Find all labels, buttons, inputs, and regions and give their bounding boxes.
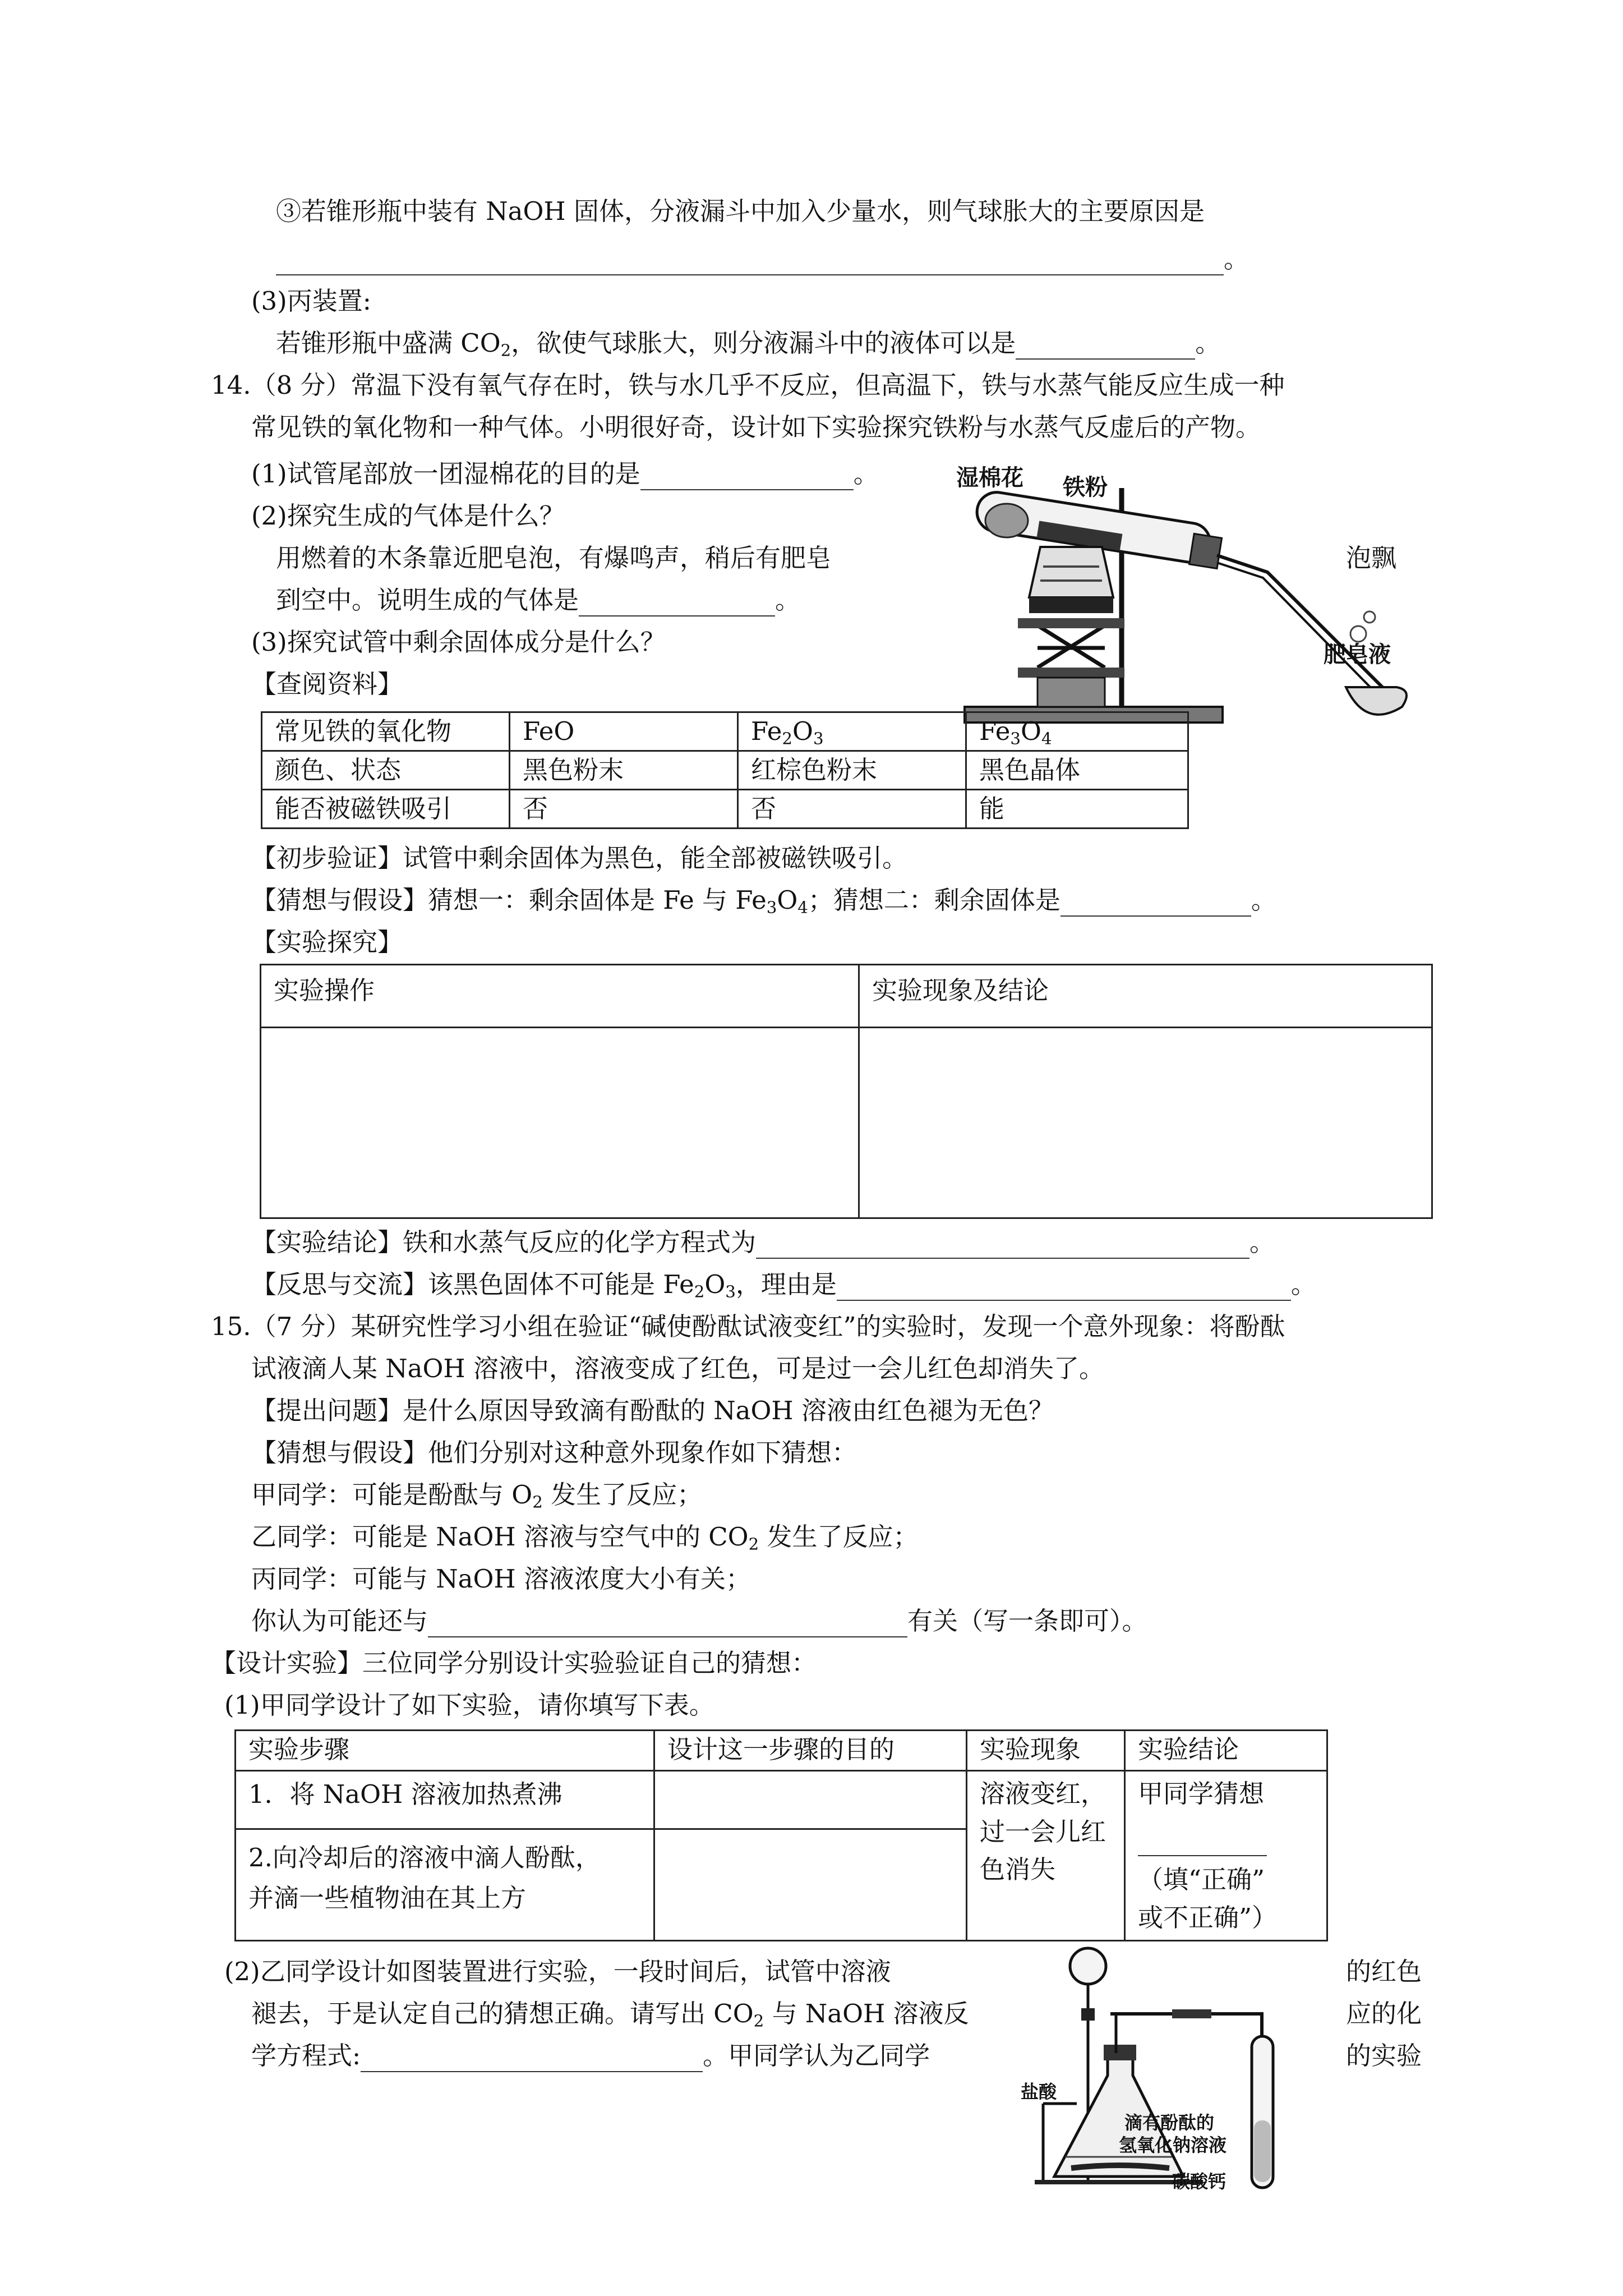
q15-hypothesis-a: 甲同学：可能是酚酞与 $O_2$ 发生了反应； [251,1480,703,1512]
step-cell: 2.向冷却后的溶液中滴人酚酞， 并滴一些植物油在其上方 [236,1829,654,1941]
table-header: 实验步骤 [236,1731,654,1771]
label-iron-powder: 铁粉 [1063,475,1108,500]
table-row [236,1771,1327,1829]
table-cell: 黑色粉末 [510,751,738,790]
q15-part2-line1-tail: 的红色 [1346,1957,1422,1986]
q14-reference-label: 【查阅资料】 [251,669,403,699]
q14-reflection: 【反思与交流】该黑色固体不可能是 $Fe_2O_3$，理由是 。 [251,1269,1316,1301]
table-cell: 红棕色粉末 [738,751,966,790]
answer-blank[interactable] [640,459,854,490]
table-row [262,712,1188,751]
answer-blank[interactable] [276,244,1224,275]
q14-part2-line2: 到空中。说明生成的气体是 。 [276,585,800,616]
table-header: 实验结论 [1125,1731,1327,1771]
q15-intro-1: 15.（7 分）某研究性学习小组在验证“碱使酚酞试液变红”的实验时，发现一个意外现象：将酚酞 [211,1312,1285,1341]
q14-explore-label: 【实验探究】 [251,927,403,957]
table-cell: 否 [510,790,738,829]
answer-blank[interactable] [361,2041,703,2072]
phenomenon-cell: 溶液变红， 过一会儿红 色消失 [967,1771,1125,1941]
q15-part2-line3: 学方程式: 。甲同学认为乙同学 [251,2041,930,2072]
q15-intro-2: 试液滴人某 NaOH 溶液中，溶液变成了红色，可是过一会儿红色却消失了。 [251,1354,1104,1383]
q15-design-label: 【设计实验】三位同学分别设计实验验证自己的猜想： [211,1648,817,1678]
iron-steam-apparatus-figure [953,466,1419,729]
table-header: 实验现象 [967,1731,1125,1771]
label-wet-cotton: 湿棉花 [956,466,1023,491]
q13-part3-label: (3)丙装置: [251,286,371,316]
answer-blank[interactable] [579,585,775,616]
iron-oxide-reference-table [261,711,1189,829]
table-cell: $Fe_3O_4$ [966,712,1188,751]
table-cell: 能否被磁铁吸引 [262,790,510,829]
answer-blank[interactable] [1016,328,1195,360]
table-row [261,1028,1432,1218]
table-row [236,1731,1327,1771]
q15-hypothesis-b: 乙同学：可能是 NaOH 溶液与空气中的 $CO_2$ 发生了反应； [251,1522,919,1554]
answer-cell-purpose[interactable] [654,1829,967,1941]
q15-part1: (1)甲同学设计了如下实验，请你填写下表。 [224,1690,714,1720]
label-phenolphthalein-line2: 氢氧化钠溶液 [1119,2134,1227,2156]
table-cell: 常见铁的氧化物 [262,712,510,751]
q14-conclusion: 【实验结论】铁和水蒸气反应的化学方程式为 。 [251,1227,1275,1259]
q14-hypothesis: 【猜想与假设】猜想一：剩余固体是 Fe 与 $Fe_3O_4$；猜想二：剩余固体是 。 [251,885,1276,917]
answer-cell-operation[interactable] [261,1028,859,1218]
table-cell: 黑色晶体 [966,751,1188,790]
table-cell: FeO [510,712,738,751]
table-row [262,751,1188,790]
answer-cell-result[interactable] [859,1028,1432,1218]
answer-cell-purpose[interactable] [654,1771,967,1829]
conclusion-cell: 甲同学猜想 （填“正确” 或不正确”） [1125,1771,1327,1941]
answer-blank[interactable] [756,1227,1249,1259]
q14-part1: (1)试管尾部放一团湿棉花的目的是 。 [251,459,879,490]
label-phenolphthalein-line1: 滴有酚酞的 [1124,2112,1215,2133]
label-calcium-carbonate: 碳酸钙 [1172,2171,1227,2192]
experiment-explore-table [260,964,1433,1219]
table-cell: 颜色、状态 [262,751,510,790]
q15-experiment-table [234,1729,1328,1941]
q15-hypothesis-c: 丙同学：可能与 NaOH 溶液浓度大小有关； [251,1564,751,1594]
table-row [262,790,1188,829]
co2-apparatus-figure [1021,1935,1335,2199]
q14-part3-question: (3)探究试管中剩余固体成分是什么？ [251,627,666,657]
answer-blank[interactable] [1138,1818,1267,1857]
q14-initial-verification: 【初步验证】试管中剩余固体为黑色，能全部被磁铁吸引。 [251,843,908,873]
step-cell: 1．将 NaOH 溶液加热煮沸 [236,1771,654,1829]
q14-part2-line1-tail: 泡飘 [1346,543,1397,573]
q15-part2-line2-tail: 应的化 [1346,1999,1422,2028]
table-header-result: 实验现象及结论 [859,965,1432,1028]
q14-intro-2: 常见铁的氧化物和一种气体。小明很好奇，设计如下实验探究铁粉与水蒸气反虚后的产物。 [251,412,1261,442]
table-header-operation: 实验操作 [261,965,859,1028]
q14-intro-1: 14.（8 分）常温下没有氧气存在时，铁与水几乎不反应，但高温下，铁与水蒸气能反应生成一种 [211,370,1285,400]
table-cell: 否 [738,790,966,829]
table-cell: 能 [966,790,1188,829]
table-row [261,965,1432,1028]
table-cell: $Fe_2O_3$ [738,712,966,751]
label-soap-solution: 肥皂液 [1324,642,1391,668]
answer-blank[interactable] [428,1606,907,1637]
q15-part2-line3-tail: 的实验 [1346,2041,1422,2070]
q13-item3-answer-line: 。 [276,244,1249,275]
q14-part2-question: (2)探究生成的气体是什么？ [251,501,565,531]
q14-part2-line1: 用燃着的木条靠近肥皂泡，有爆鸣声，稍后有肥皂 [276,543,832,573]
q15-question: 【提出问题】是什么原因导致滴有酚酞的 NaOH 溶液由红色褪为无色？ [251,1396,1054,1425]
q15-hypothesis-d: 你认为可能还与 有关（写一条即可）。 [251,1606,1147,1637]
q13-item3: ③若锥形瓶中装有 NaOH 固体，分液漏斗中加入少量水，则气球胀大的主要原因是 [276,196,1205,226]
q15-part2-line2: 褪去，于是认定自己的猜想正确。请写出 $CO_2$ 与 NaOH 溶液反 [251,1999,969,2031]
label-hydrochloric-acid: 盐酸 [1021,2081,1057,2102]
table-header: 设计这一步骤的目的 [654,1731,967,1771]
answer-blank[interactable] [1061,885,1251,917]
q15-part2-line1: (2)乙同学设计如图装置进行实验，一段时间后，试管中溶液 [224,1957,891,1986]
q15-hypothesis-label: 【猜想与假设】他们分别对这种意外现象作如下猜想： [251,1438,857,1467]
q13-part3-text: 若锥形瓶中盛满 $CO_2$，欲使气球胀大，则分液漏斗中的液体可以是 。 [276,328,1221,360]
answer-blank[interactable] [837,1269,1291,1301]
